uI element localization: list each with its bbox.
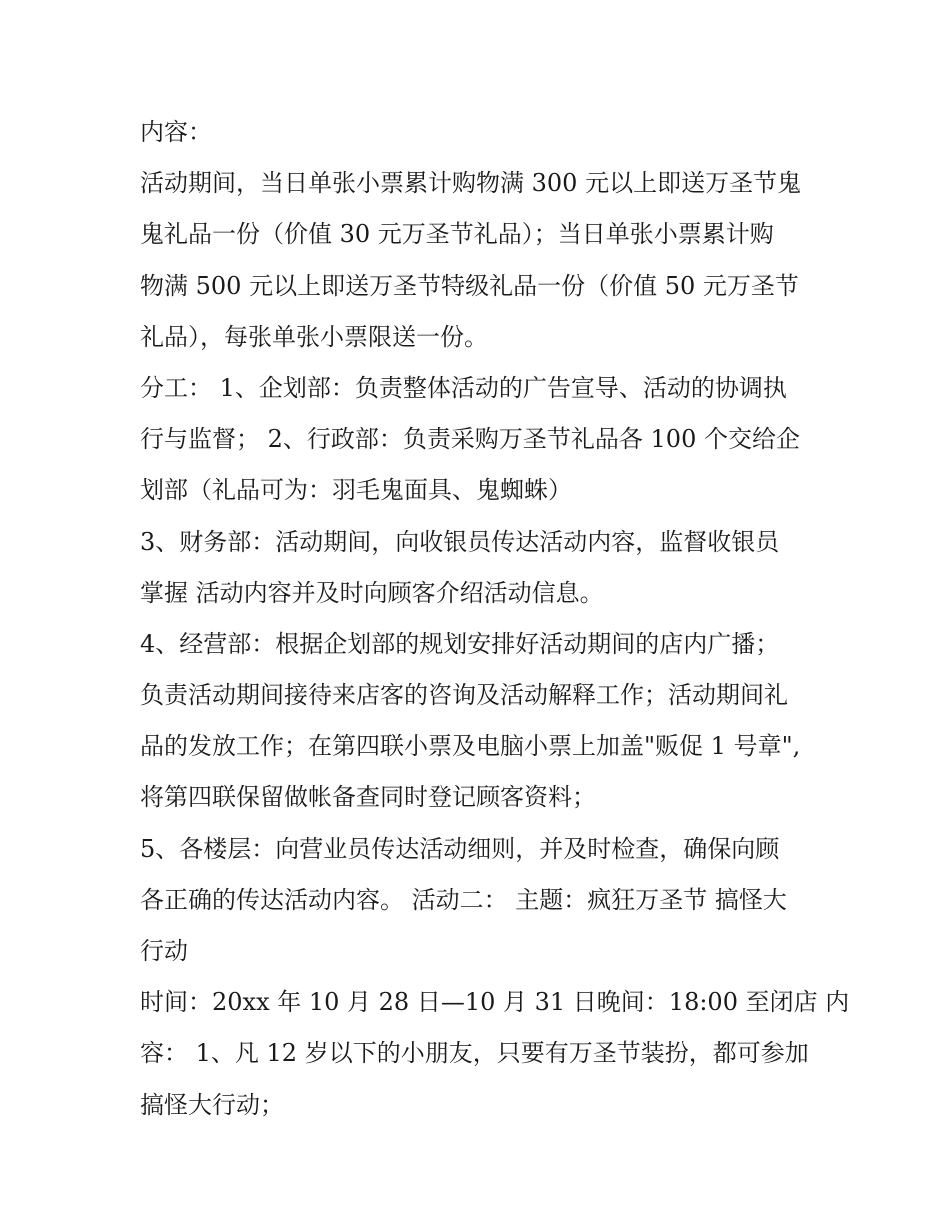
document-body — [140, 107, 850, 1131]
text-line: 礼品），每张单张小票限送一份。 — [140, 322, 488, 351]
text-line: 品的发放工作；在第四联小票及电脑小票上加盖"贩促 1 号章", — [140, 732, 801, 761]
text-line: 3、财务部：活动期间，向收银员传达活动内容，监督收银员 — [140, 527, 780, 556]
text-line: 划部（礼品可为：羽毛鬼面具、鬼蜘蛛） — [140, 476, 572, 505]
text-line: 行动 — [140, 937, 188, 965]
text-line-content-heading: 内容： — [140, 118, 212, 146]
text-line: 鬼礼品一份（价值 30 元万圣节礼品）；当日单张小票累计购 — [140, 220, 774, 249]
text-line: 5、各楼层：向营业员传达活动细则，并及时检查，确保向顾 — [140, 834, 780, 863]
text-line: 搞怪大行动； — [140, 1090, 284, 1119]
text-line: 行与监督； 2、行政部：负责采购万圣节礼品各 100 个交给企 — [140, 425, 800, 454]
text-line: 4、经营部：根据企划部的规划安排好活动期间的店内广播； — [140, 629, 780, 658]
text-line: 时间：20xx 年 10 月 28 日—10 月 31 日晚间：18:00 至闭店 内 — [140, 988, 850, 1017]
text-line: 活动期间，当日单张小票累计购物满 300 元以上即送万圣节鬼 — [140, 169, 802, 198]
text-line: 各正确的传达活动内容。 活动二： 主题：疯狂万圣节 搞怪大 — [140, 885, 787, 914]
text-line: 掌握 活动内容并及时向顾客介绍活动信息。 — [140, 578, 604, 607]
text-line: 物满 500 元以上即送万圣节特级礼品一份（价值 50 元万圣节 — [140, 271, 799, 300]
text-line: 分工： 1、企划部：负责整体活动的广告宣导、活动的协调执 — [140, 373, 787, 402]
text-line: 负责活动期间接待来店客的咨询及活动解释工作；活动期间礼 — [140, 681, 788, 710]
text-line: 将第四联保留做帐备查同时登记顾客资料； — [140, 783, 596, 812]
text-line: 容： 1、凡 12 岁以下的小朋友，只要有万圣节装扮，都可参加 — [140, 1039, 809, 1068]
